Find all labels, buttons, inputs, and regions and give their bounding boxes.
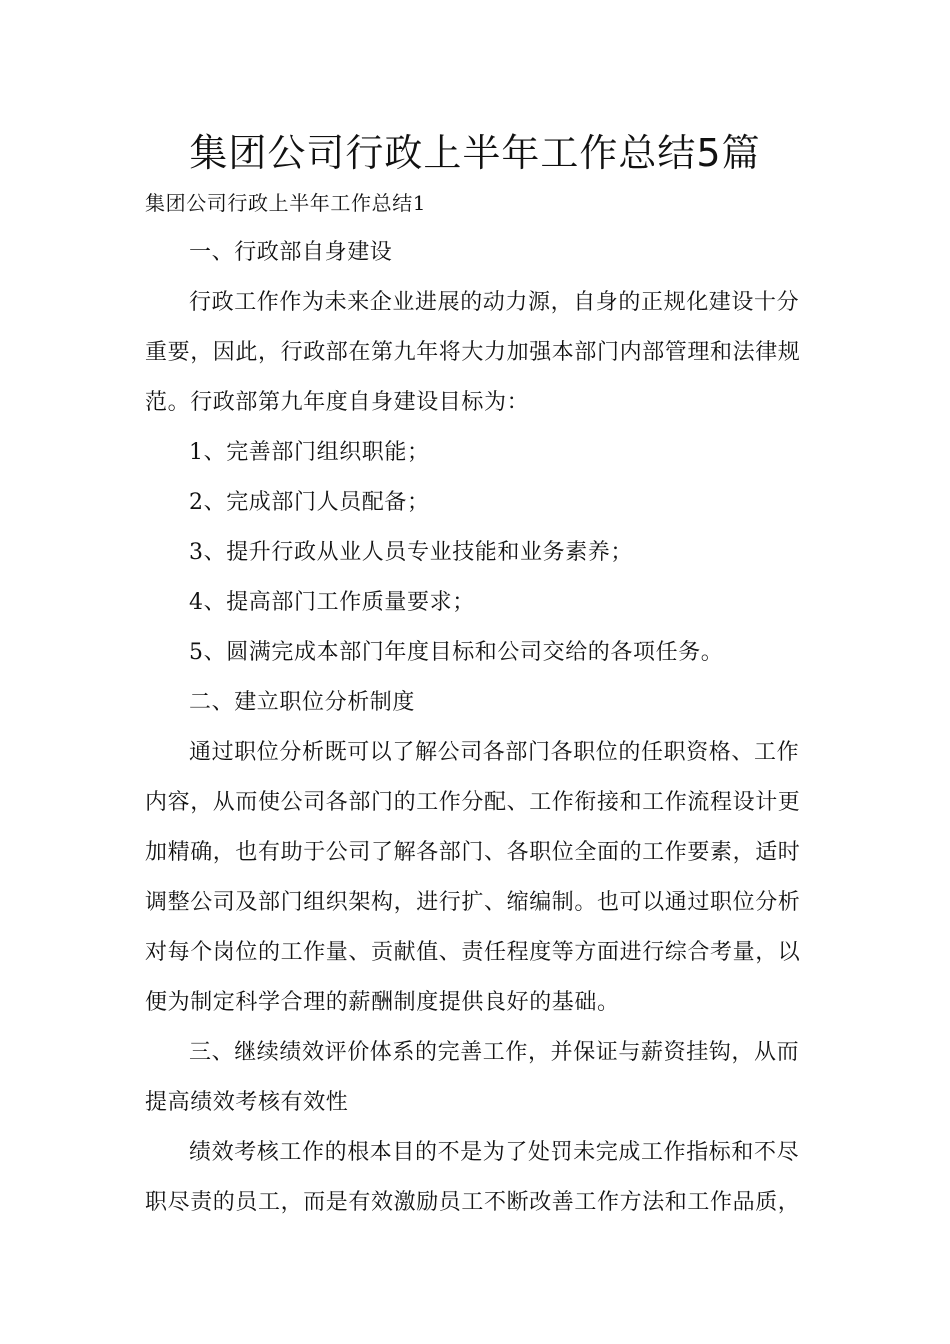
text-line: 内容，从而使公司各部门的工作分配、工作衔接和工作流程设计更	[145, 790, 801, 815]
text-line: 便为制定科学合理的薪酬制度提供良好的基础。	[145, 990, 620, 1015]
section-subtitle: 集团公司行政上半年工作总结1	[145, 191, 427, 215]
text-line: 调整公司及部门组织架构，进行扩、缩编制。也可以通过职位分析	[145, 890, 801, 915]
text-line: 职尽责的员工，而是有效激励员工不断改善工作方法和工作品质，	[145, 1190, 801, 1215]
text-line: 行政工作作为未来企业进展的动力源，自身的正规化建设十分	[189, 290, 800, 315]
document-title: 集团公司行政上半年工作总结5篇	[189, 131, 761, 175]
text-line: 一、行政部自身建设	[189, 240, 393, 265]
text-line: 三、继续绩效评价体系的完善工作，并保证与薪资挂钩，从而	[189, 1040, 800, 1065]
text-line: 加精确，也有助于公司了解各部门、各职位全面的工作要素，适时	[145, 840, 801, 865]
text-line: 通过职位分析既可以了解公司各部门各职位的任职资格、工作	[189, 740, 800, 765]
text-line: 5、圆满完成本部门年度目标和公司交给的各项任务。	[189, 640, 724, 665]
text-line: 对每个岗位的工作量、贡献值、责任程度等方面进行综合考量，以	[145, 940, 801, 965]
text-line: 4、提高部门工作质量要求；	[189, 590, 475, 615]
text-line: 3、提升行政从业人员专业技能和业务素养；	[189, 540, 633, 565]
text-line: 2、完成部门人员配备；	[189, 490, 430, 515]
text-line: 绩效考核工作的根本目的不是为了处罚未完成工作指标和不尽	[189, 1140, 800, 1165]
text-line: 提高绩效考核有效性	[145, 1090, 349, 1115]
text-line: 二、建立职位分析制度	[189, 690, 416, 715]
text-line: 范。行政部第九年度自身建设目标为：	[145, 390, 530, 415]
document-body	[145, 178, 809, 1228]
text-line: 重要，因此，行政部在第九年将大力加强本部门内部管理和法律规	[145, 340, 801, 365]
text-line: 1、完善部门组织职能；	[189, 440, 430, 465]
